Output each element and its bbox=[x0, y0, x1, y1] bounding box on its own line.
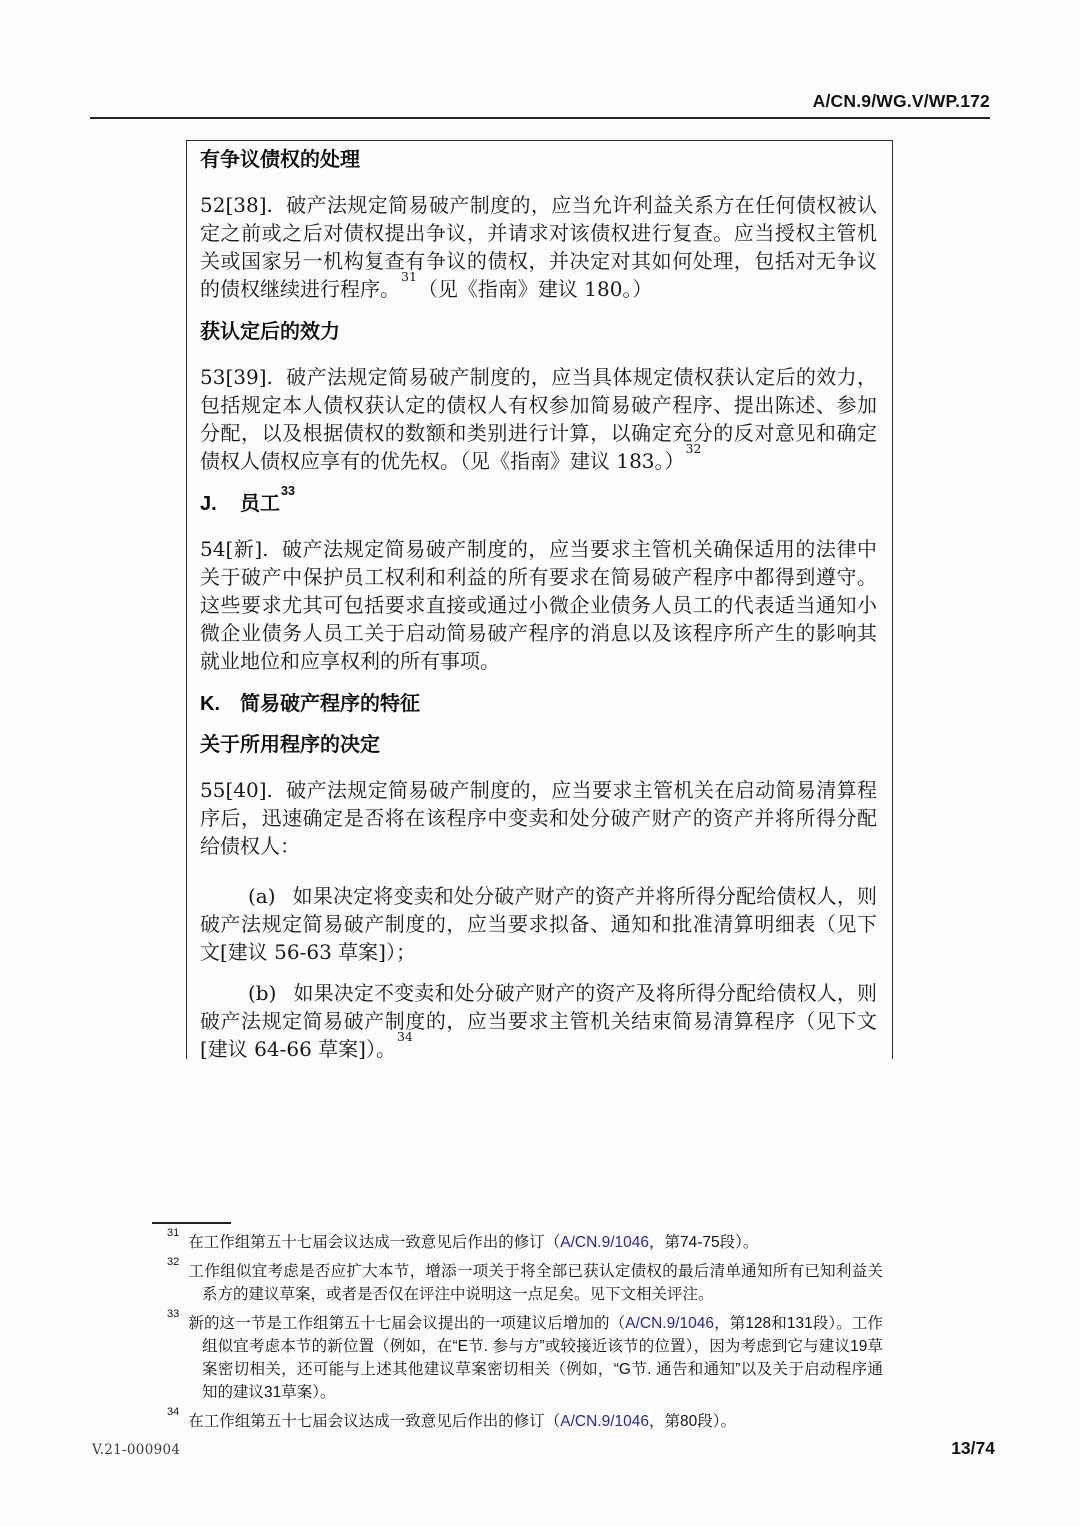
paragraph-number: 54[新]. bbox=[200, 537, 269, 561]
paragraph-number: 52[38]. bbox=[200, 193, 273, 217]
document-link[interactable]: A/CN.9/1046 bbox=[560, 1413, 650, 1430]
header-rule bbox=[90, 117, 990, 119]
section-title: 简易破产程序的特征 bbox=[240, 693, 420, 715]
footnote-text: ，第74-75段）。 bbox=[649, 1234, 759, 1251]
subparagraph-label: (b) bbox=[248, 981, 277, 1005]
footnotes-block bbox=[167, 1226, 883, 1439]
footnote-marker: 33 bbox=[167, 1307, 180, 1320]
document-link[interactable]: A/CN.9/1046 bbox=[560, 1234, 650, 1251]
subparagraph-label: (a) bbox=[248, 884, 276, 908]
paragraph-53 bbox=[200, 363, 877, 475]
paragraph-number: 53[39]. bbox=[200, 365, 273, 389]
footnote-34 bbox=[167, 1405, 883, 1433]
subparagraph-b bbox=[200, 979, 877, 1063]
paragraph-text: 破产法规定简易破产制度的，应当允许利益关系方在任何债权被认定之前或之后对债权提出争议，并请求对该债权进行复查。应当授权主管机关或国家另一机构复查有争议的债权，并决定对其如何处理，包括对无争议的债权继续进行程序。 bbox=[200, 193, 877, 301]
paragraph-tail: （见《指南》建议 180。） bbox=[417, 277, 653, 301]
job-number: V.21-000904 bbox=[92, 1442, 181, 1458]
paragraph-52 bbox=[200, 191, 877, 303]
paragraph-number: 55[40]. bbox=[200, 778, 273, 802]
heading-disputed-claims: 有争议债权的处理 bbox=[200, 149, 360, 171]
heading-effect-after-admission: 获认定后的效力 bbox=[200, 321, 340, 343]
footnote-marker: 32 bbox=[167, 1255, 180, 1268]
footnote-ref-33: 33 bbox=[281, 484, 295, 499]
subparagraph-a bbox=[200, 882, 877, 966]
page-number: 13/74 bbox=[951, 1438, 995, 1458]
footnote-31 bbox=[167, 1226, 883, 1254]
paragraph-text: 破产法规定简易破产制度的，应当要求主管机关确保适用的法律中关于破产中保护员工权利和利益的所有要求在简易破产程序中都得到遵守。这些要求尤其可包括要求直接或通过小微企业债务人员工的代表适当通知小微企业债务人员工关于启动简易破产程序的消息以及该程序所产生的影响其就业地位和应享权利的所有事项。 bbox=[200, 537, 877, 673]
footnote-text: 在工作组第五十七届会议达成一致意见后作出的修订（ bbox=[188, 1413, 561, 1430]
footnote-text: 工作组似宜考虑是否应扩大本节，增添一项关于将全部已获认定债权的最后清单通知所有已知利益关系方的建议草案，或者是否仅在评注中说明这一点足矣。见下文相关评注。 bbox=[188, 1263, 883, 1303]
footnote-separator bbox=[152, 1222, 231, 1224]
paragraph-text: 如果决定不变卖和处分破产财产的资产及将所得分配给债权人，则破产法规定简易破产制度的，应当要求主管机关结束简易清算程序（见下文[建议 64-66 草案]）。 bbox=[200, 981, 877, 1061]
section-letter: J. bbox=[200, 493, 217, 515]
footnote-text: 在工作组第五十七届会议达成一致意见后作出的修订（ bbox=[188, 1234, 561, 1251]
paragraph-54 bbox=[200, 535, 877, 675]
paragraph-text: 破产法规定简易破产制度的，应当要求主管机关在启动简易清算程序后，迅速确定是否将在该程序中变卖和处分破产财产的资产并将所得分配给债权人： bbox=[200, 778, 877, 858]
footnote-text: 新的这一节是工作组第五十七届会议提出的一项建议后增加的（ bbox=[188, 1315, 626, 1332]
section-title: 员工 bbox=[240, 493, 280, 515]
heading-decision-on-procedure: 关于所用程序的决定 bbox=[200, 734, 380, 756]
footnote-text: ，第80段）。 bbox=[649, 1413, 737, 1430]
footnote-32 bbox=[167, 1255, 883, 1306]
footnote-marker: 31 bbox=[167, 1226, 180, 1239]
footnote-ref-34: 34 bbox=[396, 1029, 413, 1045]
paragraph-55 bbox=[200, 776, 877, 860]
section-heading-k-features bbox=[200, 692, 877, 716]
paragraph-text: 破产法规定简易破产制度的，应当具体规定债权获认定后的效力，包括规定本人债权获认定的债权人有权参加简易破产程序、提出陈述、参加分配，以及根据债权的数额和类别进行计算，以确定充分的反对意见和确定债权人债权应享有的优先权。（见《指南》建议 183。） bbox=[200, 365, 877, 473]
content-box bbox=[186, 140, 893, 1059]
footnote-text: ，第128和131段）。工作组似宜考虑本节的新位置（例如，在“E节. 参与方”或较接近该节的位置），因为考虑到它与建议19草案密切相关，还可能与上述其他建议草案密切相关（例如，“G节. 通告和通知”以及关于启动程序通知的建议31草案）。 bbox=[202, 1315, 883, 1401]
footnote-ref-32: 32 bbox=[685, 441, 702, 457]
footnote-ref-31: 31 bbox=[401, 269, 417, 285]
section-heading-j-employees bbox=[200, 484, 877, 516]
document-link[interactable]: A/CN.9/1046 bbox=[625, 1315, 714, 1332]
footnote-marker: 34 bbox=[167, 1405, 180, 1418]
section-letter: K. bbox=[200, 693, 220, 715]
doc-symbol: A/CN.9/WG.V/WP.172 bbox=[812, 91, 990, 111]
paragraph-text: 如果决定将变卖和处分破产财产的资产并将所得分配给债权人，则破产法规定简易破产制度的，应当要求拟备、通知和批准清算明细表（见下文[建议 56-63 草案]）； bbox=[200, 884, 877, 964]
footnote-33 bbox=[167, 1307, 883, 1404]
